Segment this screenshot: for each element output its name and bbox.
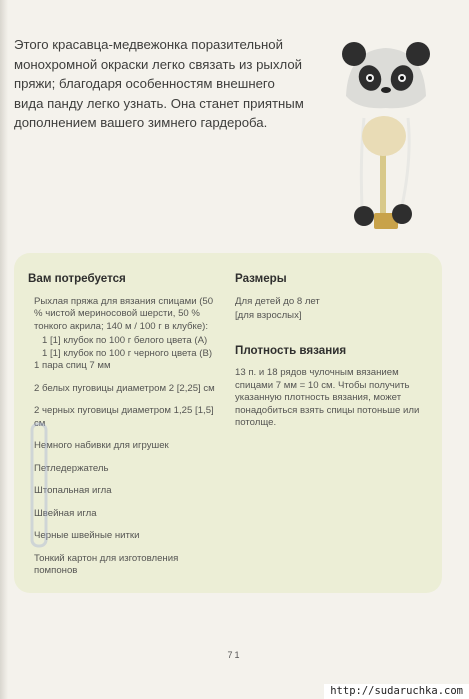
- needles-item: 1 пара спиц 7 мм: [34, 360, 111, 371]
- sizes-gauge-column: [235, 273, 420, 440]
- sewing-needle-item: Швейная игла: [34, 507, 97, 519]
- materials-panel: [14, 253, 442, 593]
- yarn-black-item: 1 [1] клубок по 100 г черного цвета (В): [42, 347, 213, 359]
- size-kids: Для детей до 8 лет: [235, 295, 320, 307]
- watermark-logo: [24, 420, 54, 550]
- intro-paragraph: Этого красавца-медвежонка поразительной монохромной окраски легко связать из рыхлой пряжи; благодаря особенностям внешнего вида панду легко узнать. Она станет приятным дополнением вашего зимнего гардероба.: [14, 37, 304, 131]
- stuffing-item: Немного набивки для игрушек: [34, 440, 169, 451]
- source-url: http://sudaruchka.com: [324, 684, 469, 699]
- gauge-text: 13 п. и 18 рядов чулочным вязанием спицами 7 мм = 10 см. Чтобы получить указанную плотность вязания, может понадобиться взять спицы потоньше или потолще.: [235, 367, 420, 428]
- cardboard-item: Тонкий картон для изготовления помпонов: [34, 552, 179, 576]
- tapestry-needle-item: Штопальная игла: [34, 485, 112, 496]
- size-adults: [для взрослых]: [235, 310, 302, 321]
- page-binding-shadow: [0, 0, 8, 699]
- panda-hat-photo: [336, 38, 436, 238]
- page-number: 71: [227, 650, 242, 660]
- thread-item: Черные швейные нитки: [34, 530, 140, 541]
- sizes-heading: Размеры: [235, 272, 287, 285]
- materials-column: [28, 273, 218, 588]
- yarn-item: Рыхлая пряжа для вязания спицами (50 % чистой мериносовой шерсти, 50 % тонкого акрила; 140 м / 100 г в клубке):: [34, 295, 214, 332]
- stitch-holder-item: Петледержатель: [34, 462, 109, 474]
- materials-heading: Вам потребуется: [28, 272, 126, 285]
- gauge-heading: Плотность вязания: [235, 343, 347, 357]
- white-buttons-item: 2 белых пуговицы диаметром 2 [2,25] см: [34, 382, 215, 394]
- black-buttons-item: 2 черных пуговицы диаметром 1,25 [1,5] см: [34, 405, 214, 429]
- yarn-white-item: 1 [1] клубок по 100 г белого цвета (А): [42, 335, 208, 346]
